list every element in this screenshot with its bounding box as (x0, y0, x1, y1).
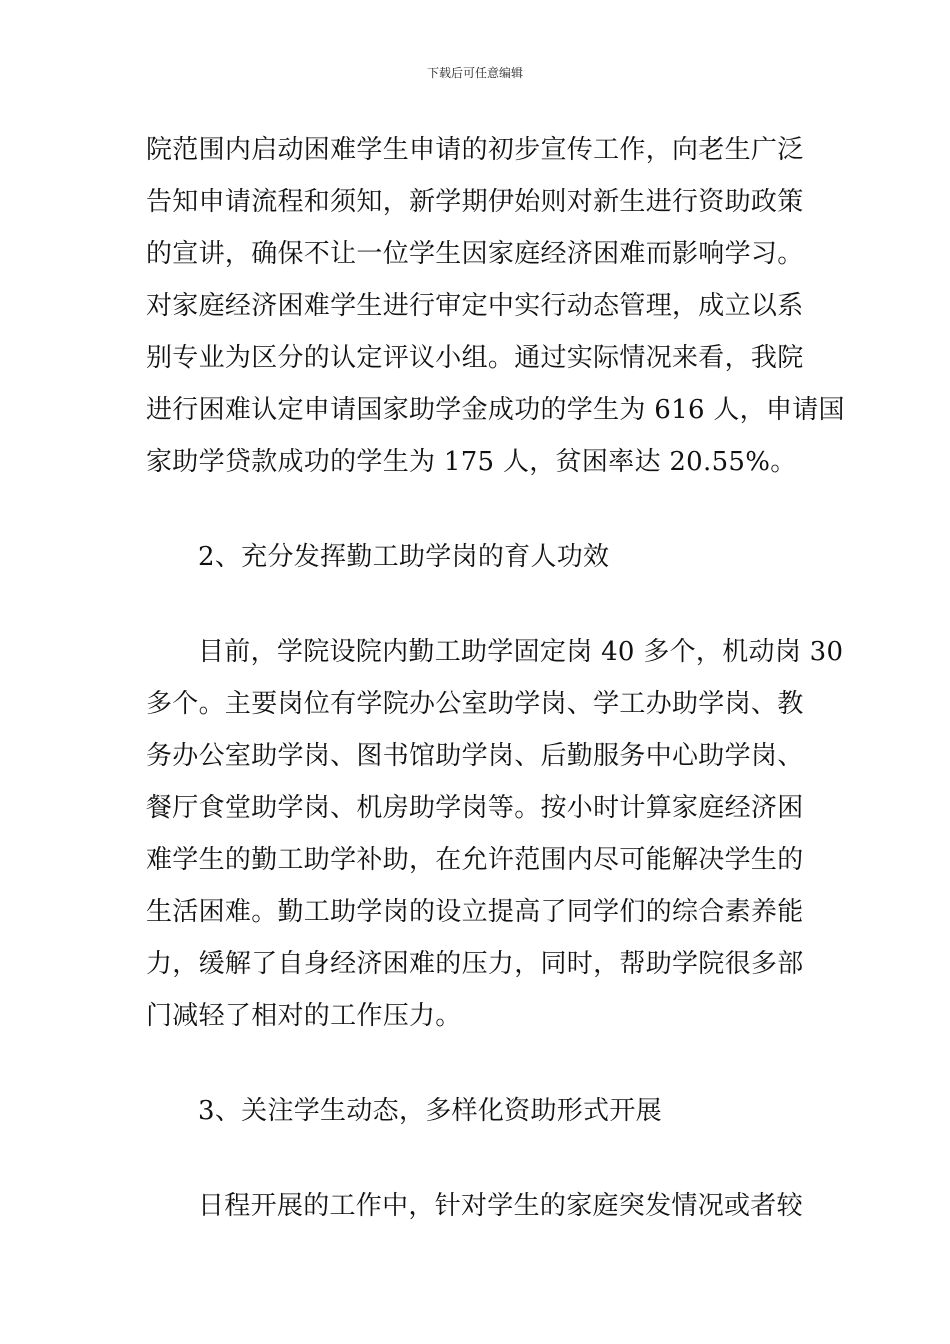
text-line: 别专业为区分的认定评议小组。通过实际情况来看，我院 (146, 343, 804, 373)
text-line: 力，缓解了自身经济困难的压力，同时，帮助学院很多部 (146, 949, 804, 979)
text-line: 的宣讲，确保不让一位学生因家庭经济困难而影响学习。 (146, 239, 804, 269)
section-heading-2: 2、充分发挥勤工助学岗的育人功效 (198, 542, 610, 572)
page-header: 下载后可任意编辑 (426, 66, 523, 80)
text-line: 日程开展的工作中，针对学生的家庭突发情况或者较 (198, 1191, 803, 1221)
section-heading-3: 3、关注学生动态，多样化资助形式开展 (198, 1096, 662, 1126)
text-line: 目前，学院设院内勤工助学固定岗 40 多个，机动岗 30 (198, 637, 844, 667)
paragraph-1 (146, 124, 845, 488)
paragraph-3 (146, 1180, 811, 1232)
text-line: 多个。主要岗位有学院办公室助学岗、学工办助学岗、教 (146, 689, 804, 719)
text-line: 家助学贷款成功的学生为 175 人，贫困率达 20.55%。 (146, 447, 797, 477)
paragraph-2 (146, 626, 844, 1042)
text-line: 餐厅食堂助学岗、机房助学岗等。按小时计算家庭经济困 (146, 793, 804, 823)
text-line: 院范围内启动困难学生申请的初步宣传工作，向老生广泛 (146, 135, 804, 165)
text-line: 对家庭经济困难学生进行审定中实行动态管理，成立以系 (146, 291, 804, 321)
text-line: 生活困难。勤工助学岗的设立提高了同学们的综合素养能 (146, 897, 804, 927)
text-line: 务办公室助学岗、图书馆助学岗、后勤服务中心助学岗、 (146, 741, 804, 771)
text-line: 难学生的勤工助学补助，在允许范围内尽可能解决学生的 (146, 845, 804, 875)
text-line: 告知申请流程和须知，新学期伊始则对新生进行资助政策 (146, 187, 804, 217)
text-line: 进行困难认定申请国家助学金成功的学生为 616 人，申请国 (146, 395, 845, 425)
document-body (146, 124, 845, 1232)
text-line: 门减轻了相对的工作压力。 (146, 1001, 462, 1031)
